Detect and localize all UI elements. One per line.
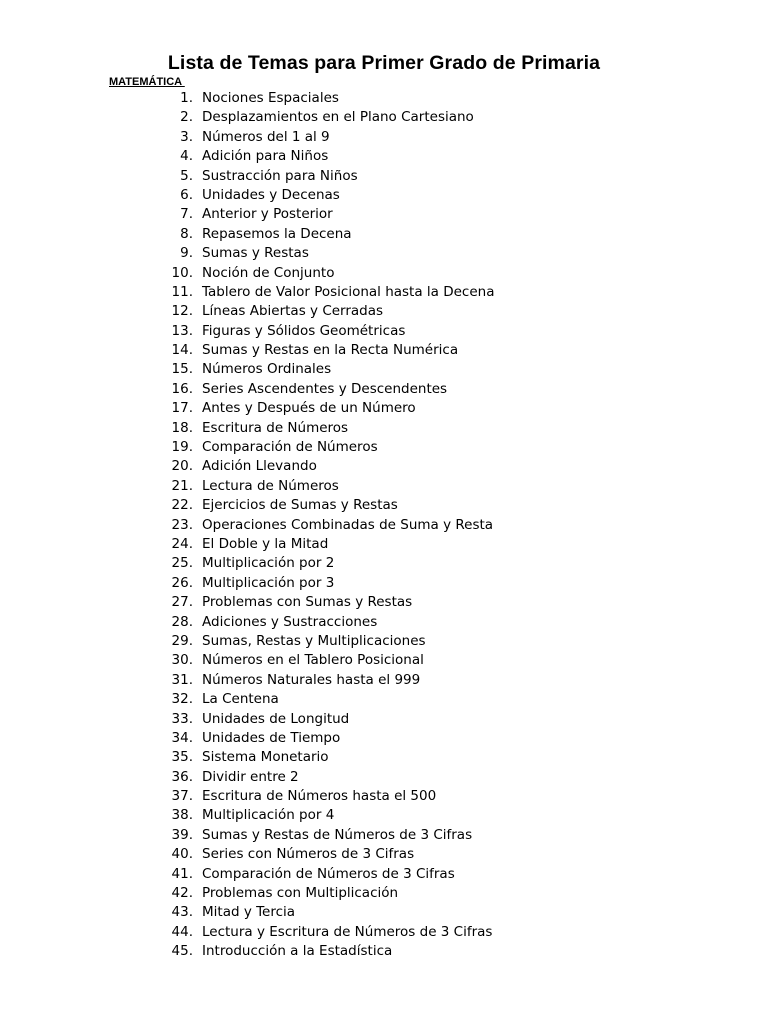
- list-item-number: 24.: [171, 535, 193, 552]
- list-item-number: 22.: [171, 497, 193, 514]
- list-item-number: 32.: [171, 691, 193, 708]
- section-heading-matematica: MATEMÁTICA: [109, 76, 185, 88]
- list-item-number: 8.: [180, 225, 193, 242]
- list-item-number: 39.: [171, 826, 193, 843]
- list-item-number: 20.: [171, 458, 193, 475]
- list-item-text: Series Ascendentes y Descendentes: [202, 380, 448, 397]
- list-item-number: 15.: [171, 361, 193, 378]
- list-item-number: 23.: [171, 516, 193, 533]
- list-item-number: 27.: [171, 594, 193, 611]
- list-item-text: Desplazamientos en el Plano Cartesiano: [202, 109, 474, 126]
- list-item-number: 38.: [171, 807, 193, 824]
- list-item-text: Noción de Conjunto: [202, 264, 335, 281]
- list-item-text: Anterior y Posterior: [202, 206, 333, 223]
- list-item-number: 3.: [180, 128, 193, 145]
- list-item-text: Adiciones y Sustracciones: [202, 613, 378, 630]
- list-item-number: 33.: [171, 710, 193, 727]
- list-item-number: 35.: [171, 749, 193, 766]
- list-item-text: Comparación de Números: [202, 439, 378, 456]
- list-item-text: Tablero de Valor Posicional hasta la Decena: [202, 283, 495, 300]
- list-item-number: 5.: [180, 167, 193, 184]
- list-item-number: 28.: [171, 613, 193, 630]
- list-item-text: Figuras y Sólidos Geométricas: [202, 322, 406, 339]
- list-item-text: Lectura y Escritura de Números de 3 Cifras: [202, 923, 493, 940]
- list-item-text: Repasemos la Decena: [202, 225, 352, 242]
- list-item-text: Sustracción para Niños: [202, 167, 358, 184]
- list-item-text: Adición Llevando: [202, 458, 317, 475]
- list-item-number: 36.: [171, 768, 193, 785]
- list-item-text: Líneas Abiertas y Cerradas: [202, 303, 384, 320]
- list-item-number: 34.: [171, 729, 193, 746]
- list-item-number: 40.: [171, 846, 193, 863]
- list-item-text: Unidades de Tiempo: [202, 729, 341, 746]
- list-item-text: Sumas y Restas de Números de 3 Cifras: [202, 826, 473, 843]
- list-item-number: 9.: [180, 245, 193, 262]
- list-item-number: 45.: [171, 943, 193, 960]
- list-item-number: 31.: [171, 671, 193, 688]
- list-item-text: Adición para Niños: [202, 148, 329, 165]
- list-item-number: 30.: [171, 652, 193, 669]
- list-item-text: Sumas y Restas en la Recta Numérica: [202, 342, 459, 359]
- list-item-number: 7.: [180, 206, 193, 223]
- list-item-text: Dividir entre 2: [202, 768, 299, 785]
- list-item-text: Números del 1 al 9: [202, 128, 330, 145]
- list-item-text: La Centena: [202, 691, 279, 708]
- list-item-text: Lectura de Números: [202, 477, 339, 494]
- list-item-number: 4.: [180, 148, 193, 165]
- list-item-text: Escritura de Números: [202, 419, 349, 436]
- list-item-number: 43.: [171, 904, 193, 921]
- list-item-text: Introducción a la Estadística: [202, 943, 393, 960]
- list-item-text: Multiplicación por 2: [202, 555, 335, 572]
- list-item-text: Comparación de Números de 3 Cifras: [202, 865, 455, 882]
- list-item-number: 25.: [171, 555, 193, 572]
- list-item-number: 21.: [171, 477, 193, 494]
- list-item-text: Unidades de Longitud: [202, 710, 350, 727]
- list-item-text: Sistema Monetario: [202, 749, 329, 766]
- list-item-text: Problemas con Multiplicación: [202, 885, 399, 902]
- list-item-text: Números en el Tablero Posicional: [202, 652, 424, 669]
- list-item-number: 10.: [171, 264, 193, 281]
- list-item-number: 17.: [171, 400, 193, 417]
- list-item-number: 26.: [171, 574, 193, 591]
- list-item-text: Mitad y Tercia: [202, 904, 296, 921]
- list-item-text: Antes y Después de un Número: [202, 400, 416, 417]
- list-item-text: Multiplicación por 4: [202, 807, 335, 824]
- list-item-text: Sumas y Restas: [202, 245, 309, 262]
- list-item-number: 44.: [171, 923, 193, 940]
- list-item-text: Unidades y Decenas: [202, 186, 340, 203]
- list-item-text: Operaciones Combinadas de Suma y Resta: [202, 516, 494, 533]
- list-item-number: 42.: [171, 885, 193, 902]
- list-item-number: 1.: [180, 90, 193, 106]
- list-item-text: Números Ordinales: [202, 361, 332, 378]
- list-item-number: 14.: [171, 342, 193, 359]
- list-item-number: 2.: [180, 109, 193, 126]
- list-item-text: Ejercicios de Sumas y Restas: [202, 497, 398, 514]
- list-item-number: 37.: [171, 788, 193, 805]
- list-item-text: Series con Números de 3 Cifras: [202, 846, 415, 863]
- list-item-text: Escritura de Números hasta el 500: [202, 788, 437, 805]
- list-item-number: 16.: [171, 380, 193, 397]
- list-item-number: 41.: [171, 865, 193, 882]
- list-item-number: 11.: [171, 283, 193, 300]
- list-item-text: Números Naturales hasta el 999: [202, 671, 421, 688]
- list-item-text: Multiplicación por 3: [202, 574, 335, 591]
- list-item-number: 19.: [171, 439, 193, 456]
- list-item-number: 12.: [171, 303, 193, 320]
- list-item-number: 6.: [180, 186, 193, 203]
- list-item-text: El Doble y la Mitad: [202, 535, 329, 552]
- list-item-number: 18.: [171, 419, 193, 436]
- list-item-number: 13.: [171, 322, 193, 339]
- list-item-number: 29.: [171, 632, 193, 649]
- list-item-text: Problemas con Sumas y Restas: [202, 594, 413, 611]
- document-title: Lista de Temas para Primer Grado de Primaria: [167, 52, 601, 74]
- list-item-text: Nociones Espaciales: [202, 90, 339, 106]
- list-item-text: Sumas, Restas y Multiplicaciones: [202, 632, 426, 649]
